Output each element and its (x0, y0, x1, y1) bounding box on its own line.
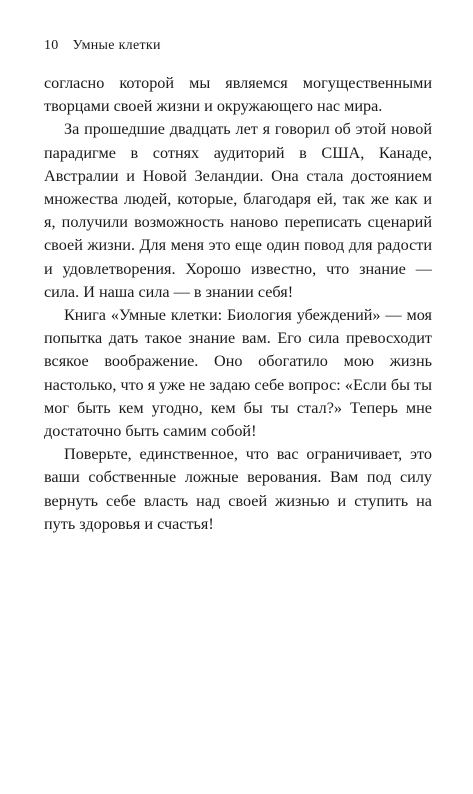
page-number: 10 (44, 38, 59, 53)
running-title: Умные клетки (72, 38, 161, 53)
paragraph-continuation: согласно которой мы являемся могущественными творцами своей жизни и окружающего нас мира. (44, 74, 432, 116)
paragraph: За прошедшие двадцать лет я говорил об этой новой парадигме в сотнях аудиторий в США, Канаде, Австралии и Новой Зеландии. Она стала достоянием множества людей, которые, благодаря ей, так же как и я, получили возможность наново переписать сценарий своей жизни. Для меня это еще один повод для радости и удовлетворения. Хорошо известно, что знание — сила. И наша сила — в знании себя! (44, 120, 432, 301)
paragraph: Поверьте, единственное, что вас ограничивает, это ваши собственные ложные верования. Вам под силу вернуть себе власть над своей жизнью и ступить на путь здоровья и счастья! (44, 445, 432, 533)
running-header (44, 38, 161, 54)
body-text (44, 72, 432, 536)
paragraph: Книга «Умные клетки: Биология убеждений» — моя попытка дать такое знание вам. Его сила превосходит всякое воображение. Оно обогатило мою жизнь настолько, что я уже не задаю себе вопрос: «Если бы ты мог быть кем угодно, кем бы ты стал?» Теперь мне достаточно быть самим собой! (44, 306, 432, 441)
